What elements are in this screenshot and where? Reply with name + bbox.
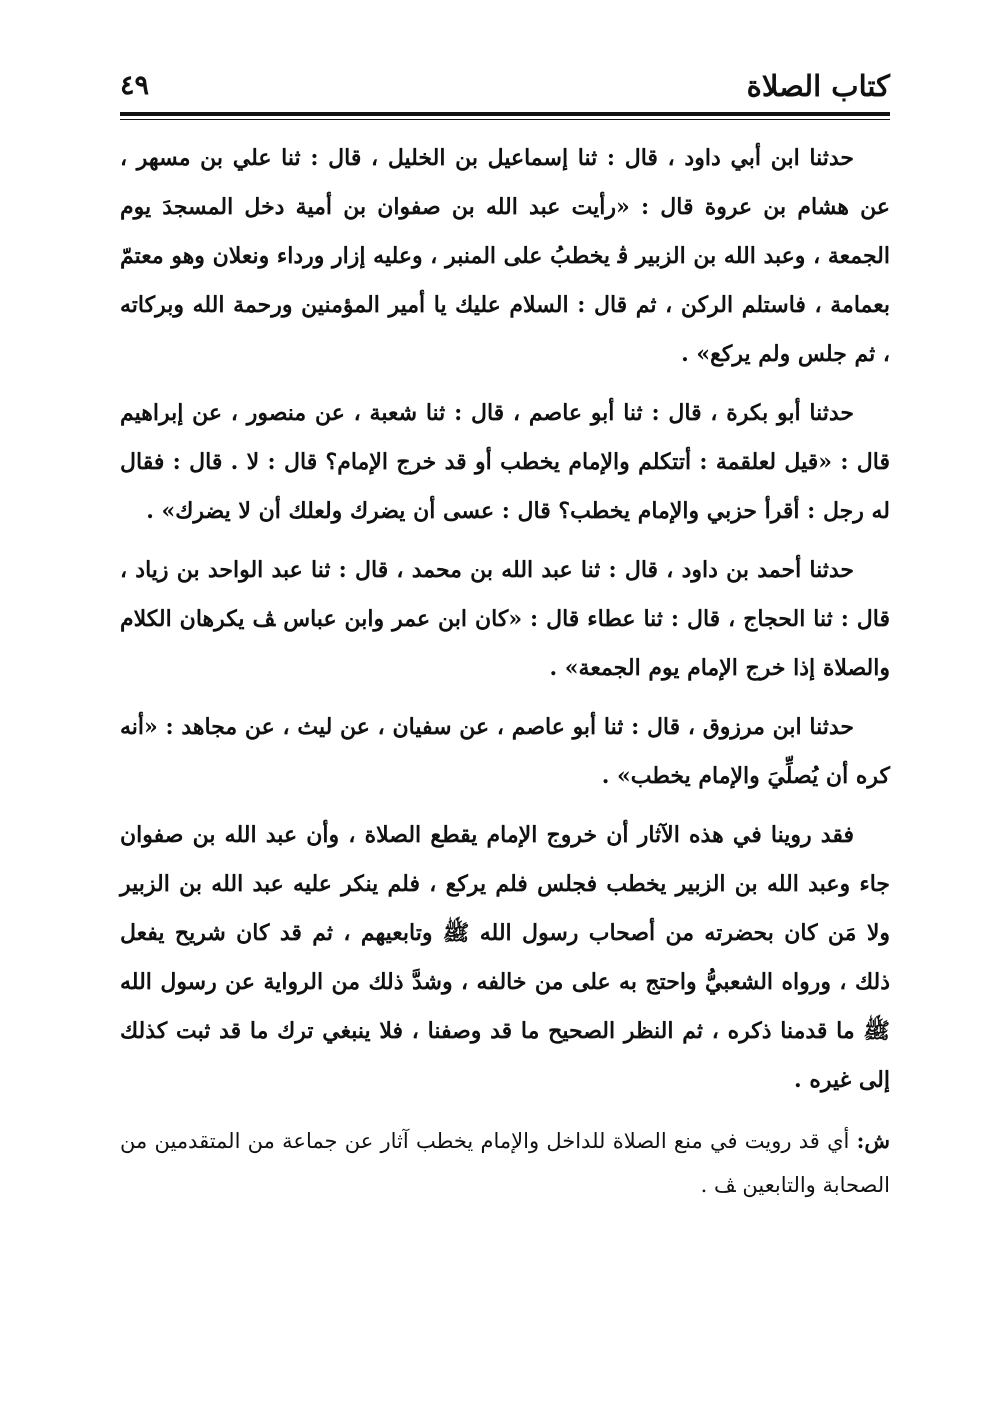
page-header xyxy=(120,66,890,106)
running-title: كتاب الصلاة xyxy=(746,69,890,103)
commentary-text: أي قد رويت في منع الصلاة للداخل والإمام يخطب آثار عن جماعة من المتقدمين من الصحابة والتابعين ﭫ . xyxy=(120,1129,890,1197)
hadith-paragraph: حدثنا أحمد بن داود ، قال : ثنا عبد الله بن محمد ، قال : ثنا عبد الواحد بن زياد ، قال : ثنا الحجاج ، قال : ثنا عطاء قال : «كان ابن عمر وابن عباس ﭫ يكرهان الكلام والصلاة إذا خرج الإمام يوم الجمعة» . xyxy=(120,557,890,681)
header-rule-thick xyxy=(120,112,890,116)
conclusion-paragraph: فقد روينا في هذه الآثار أن خروج الإمام يقطع الصلاة ، وأن عبد الله بن صفوان جاء وعبد الله بن الزبير يخطب فجلس فلم يركع ، فلم ينكر عليه عبد الله بن الزبير ولا مَن كان بحضرته من أصحاب رسول الله ﷺ وتابعيهم ، ثم قد كان شريح يفعل ذلك ، ورواه الشعبيُّ واحتج به على من خالفه ، وشدَّ ذلك من الرواية عن رسول الله ﷺ ما قدمنا ذكره ، ثم النظر الصحيح ما قد وصفنا ، فلا ينبغي ترك ما قد ثبت كذلك إلى غيره . xyxy=(120,822,890,1093)
hadith-paragraph: حدثنا ابن أبي داود ، قال : ثنا إسماعيل بن الخليل ، قال : ثنا علي بن مسهر ، عن هشام بن عروة قال : «رأيت عبد الله بن صفوان بن أمية دخل المسجدَ يوم الجمعة ، وعبد الله بن الزبير ﭬ يخطبُ على المنبر ، وعليه إزار ورداء ونعلان وهو معتمّ بعمامة ، فاستلم الركن ، ثم قال : السلام عليك يا أمير المؤمنين ورحمة الله وبركاته ، ثم جلس ولم يركع» . xyxy=(120,145,890,367)
page-number: ٤٩ xyxy=(120,70,150,101)
header-rule-thin xyxy=(120,119,890,120)
hadith-paragraph: حدثنا ابن مرزوق ، قال : ثنا أبو عاصم ، عن سفيان ، عن ليث ، عن مجاهد : «أنه كره أن يُصلِّيَ والإمام يخطب» . xyxy=(120,714,890,789)
hadith-paragraph: حدثنا أبو بكرة ، قال : ثنا أبو عاصم ، قال : ثنا شعبة ، عن منصور ، عن إبراهيم قال : «قيل لعلقمة : أتتكلم والإمام يخطب أو قد خرج الإمام؟ قال : لا . قال : فقال له رجل : أقرأ حزبي والإمام يخطب؟ قال : عسى أن يضرك ولعلك أن لا يضرك» . xyxy=(120,400,890,524)
page-body xyxy=(120,134,890,1207)
commentary-paragraph xyxy=(120,1119,890,1207)
commentary-label: ش: xyxy=(856,1128,890,1153)
